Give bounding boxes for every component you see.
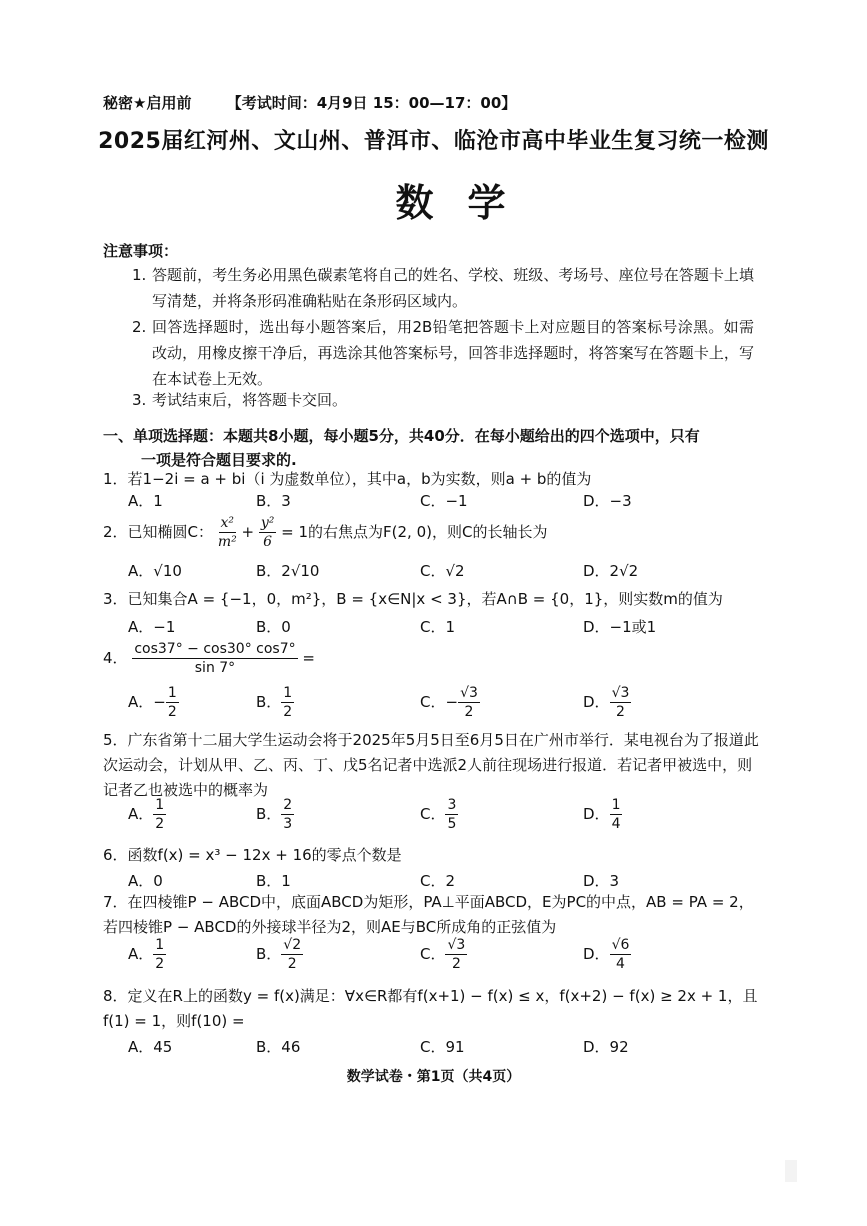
numerator: √3	[611, 685, 630, 701]
denominator: 2	[167, 704, 177, 720]
option-b: B．1	[256, 872, 291, 890]
denominator: 2	[451, 956, 461, 972]
numerator: 1	[155, 797, 165, 813]
option-d	[583, 936, 631, 973]
option-b	[256, 684, 294, 721]
question-2-post: = 1的右焦点为F(2, 0)，则C的长轴长为	[281, 523, 548, 541]
option-a: A．0	[128, 872, 163, 890]
option-c: C．−1	[420, 492, 468, 510]
option-label: C．	[420, 805, 446, 823]
option-d	[583, 684, 631, 721]
numerator: 1	[611, 797, 621, 813]
header-line	[103, 92, 546, 113]
option-label: A．	[128, 805, 154, 823]
option-b: B．0	[256, 618, 291, 636]
fraction	[281, 936, 303, 973]
fraction	[259, 514, 277, 551]
option-b	[256, 796, 294, 833]
numerator: x²	[220, 515, 235, 531]
fraction	[445, 796, 458, 833]
option-c: C．1	[420, 618, 456, 636]
notice-number: 3.	[132, 391, 147, 409]
fraction	[610, 796, 623, 833]
notice-text: 答题前，考生务必用黑色碳素笔将自己的姓名、学校、班级、考场号、座位号在答题卡上填写清楚，并将条形码准确粘贴在条形码区域内。	[152, 266, 754, 310]
denominator: 2	[155, 956, 165, 972]
numerator: 2	[283, 797, 293, 813]
denominator: 2	[155, 816, 165, 832]
numerator: 3	[447, 797, 457, 813]
numerator: 1	[155, 937, 165, 953]
option-a: A．45	[128, 1038, 173, 1056]
denominator: 3	[283, 816, 293, 832]
numerator: √3	[460, 685, 478, 701]
secret-label: 秘密★启用前	[103, 94, 192, 112]
question-8: 8．定义在R上的函数y = f(x)满足：∀x∈R都有f(x+1) − f(x) ≤ x，f(x+2) − f(x) ≥ 2x + 1，且f(1) = 1，则f(10) =	[103, 987, 758, 1030]
question-4-pre: 4．	[103, 649, 128, 667]
option-label: A．	[128, 693, 154, 711]
option-label: C．	[420, 693, 446, 711]
option-d	[583, 796, 622, 833]
option-label: D．	[583, 805, 610, 823]
option-a	[128, 684, 179, 721]
option-d: D．−3	[583, 492, 632, 510]
section-line-1: 一、单项选择题：本题共8小题，每小题5分，共40分．在每小题给出的四个选项中，只有	[103, 427, 700, 445]
option-c: C．√2	[420, 562, 465, 580]
numerator: y²	[260, 515, 275, 531]
denominator: 2	[287, 956, 297, 972]
exam-time: 【考试时间：4月9日 15：00—17：00】	[226, 94, 517, 112]
option-a: A．√10	[128, 562, 182, 580]
option-b: B．2√10	[256, 562, 320, 580]
denominator: 2	[616, 704, 625, 720]
question-5: 5．广东省第十二届大学生运动会将于2025年5月5日至6月5日在广州市举行．某电视台为了报道此次运动会，计划从甲、乙、丙、丁、戊5名记者中选派2人前往现场进行报道．若记者甲被选中，则记者乙也被选中的概率为	[103, 731, 759, 799]
plus-sign: +	[241, 523, 255, 541]
notice-title: 注意事项：	[103, 242, 179, 260]
option-label: B．	[256, 805, 282, 823]
fraction	[153, 936, 166, 973]
notice-item	[132, 387, 754, 413]
notice-number: 2.	[132, 318, 147, 336]
denominator: m²	[217, 534, 237, 550]
fraction	[610, 684, 632, 721]
denominator: 4	[616, 956, 625, 972]
notice-item	[132, 314, 754, 392]
denominator: sin 7°	[194, 660, 236, 676]
options-5	[128, 796, 748, 842]
section-line-2: 一项是符合题目要求的.	[141, 451, 297, 469]
subject-title: 数学	[395, 181, 540, 225]
scan-artifact	[785, 1160, 797, 1182]
notice-number: 1.	[132, 266, 147, 284]
numerator: √3	[447, 937, 466, 953]
notice-text: 考试结束后，将答题卡交回。	[152, 391, 348, 409]
option-c	[420, 796, 458, 833]
option-a	[128, 936, 166, 973]
fraction	[610, 936, 632, 973]
option-d: D．2√2	[583, 562, 639, 580]
option-a: A．−1	[128, 618, 176, 636]
fraction	[132, 640, 297, 677]
notice-text: 回答选择题时，选出每小题答案后，用2B铅笔把答题卡上对应题目的答案标号涂黑。如需改动，用橡皮擦干净后，再选涂其他答案标号，回答非选择题时，将答案写在答题卡上，写在本试卷上无效。	[152, 318, 754, 388]
option-d: D．92	[583, 1038, 629, 1056]
question-3: 3．已知集合A = {−1，0，m²}，B = {x∈N|x < 3}，若A∩B = {0，1}，则实数m的值为	[103, 590, 723, 608]
option-a	[128, 796, 166, 833]
option-label: C．	[420, 945, 446, 963]
fraction	[153, 796, 166, 833]
section-heading	[103, 424, 753, 472]
option-label: B．	[256, 945, 282, 963]
question-2-pre: 2．已知椭圆C：	[103, 523, 214, 541]
exam-title: 2025届红河州、文山州、普洱市、临沧市高中毕业生复习统一检测	[98, 129, 769, 154]
fraction	[218, 514, 237, 551]
fraction	[458, 684, 480, 721]
numerator: cos37° − cos30° cos7°	[134, 641, 296, 657]
question-7: 7．在四棱锥P − ABCD中，底面ABCD为矩形，PA⊥平面ABCD，E为PC的中点，AB = PA = 2，若四棱锥P − ABCD的外接球半径为2，则AE与BC所成角的正弦值为	[103, 893, 754, 936]
sign: −	[445, 693, 459, 711]
option-c: C．91	[420, 1038, 465, 1056]
numerator: 1	[283, 685, 293, 701]
option-a: A．1	[128, 492, 163, 510]
numerator: √2	[283, 937, 302, 953]
options-4	[128, 684, 748, 730]
fraction	[281, 796, 294, 833]
option-label: A．	[128, 945, 154, 963]
option-c	[420, 936, 467, 973]
options-7	[128, 936, 748, 982]
denominator: 5	[447, 816, 457, 832]
option-d: D．−1或1	[583, 618, 657, 636]
question-1: 1．若1−2i = a + bi（i 为虚数单位），其中a，b为实数，则a + b的值为	[103, 470, 592, 488]
option-b: B．3	[256, 492, 291, 510]
question-6: 6．函数f(x) = x³ − 12x + 16的零点个数是	[103, 846, 402, 864]
fraction	[445, 936, 467, 973]
option-label: B．	[256, 693, 282, 711]
sign: −	[153, 693, 166, 711]
denominator: 2	[283, 704, 293, 720]
option-c: C．2	[420, 872, 456, 890]
fraction	[166, 684, 179, 721]
option-b	[256, 936, 303, 973]
option-b: B．46	[256, 1038, 301, 1056]
question-4-post: =	[302, 649, 315, 667]
option-d: D．3	[583, 872, 620, 890]
option-label: D．	[583, 945, 610, 963]
numerator: √6	[611, 937, 630, 953]
option-label: D．	[583, 693, 610, 711]
page-footer: 数学试卷・第1页（共4页）	[346, 1069, 521, 1085]
question-4	[103, 640, 763, 677]
numerator: 1	[167, 685, 177, 701]
question-2	[103, 514, 763, 551]
fraction	[281, 684, 294, 721]
denominator: 2	[464, 704, 474, 720]
notice-item	[132, 262, 754, 314]
denominator: 4	[611, 816, 621, 832]
denominator: 6	[263, 534, 273, 550]
option-c	[420, 684, 480, 721]
